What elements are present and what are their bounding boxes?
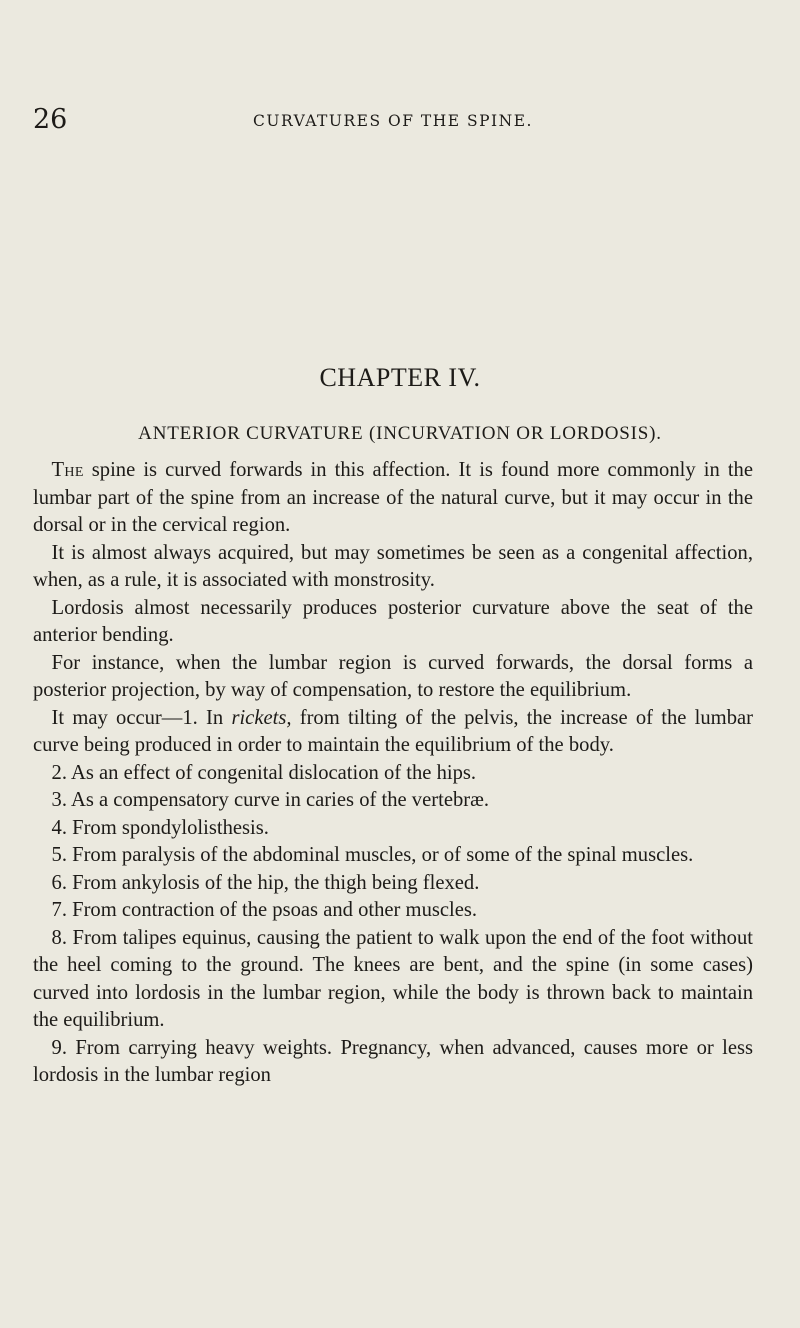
paragraph-2: It is almost always acquired, but may sometimes be seen as a congenital affection, when, as a rule, it is associated with monstrosity. [33,541,753,591]
chapter-heading: CHAPTER IV. [319,363,481,392]
paragraph-4: For instance, when the lumbar region is curved forwards, the dorsal forms a posterior projection, by way of compensation, to restore the equilibrium. [33,651,753,701]
paragraph-lead-word: The [51,459,84,481]
paragraph-5-italic: rickets, [231,706,292,729]
paragraph-5 [33,705,753,760]
list-item-7: 7. From contraction of the psoas and other muscles. [51,899,478,921]
paragraph-1-text: spine is curved forwards in this affection. It is found more commonly in the lumbar part of the spine from an increase of the natural curve, but it may occur in the dorsal or in the cervical region. [33,459,753,536]
paragraph-3: Lordosis almost necessarily produces posterior curvature above the seat of the anterior bending. [33,596,753,646]
list-item-4: 4. From spondylolisthesis. [51,816,269,839]
list-item-2: 2. As an effect of congenital dislocation of the hips. [51,761,477,784]
section-title-parenthetical: (INCURVATION OR LORDOSIS). [368,423,662,444]
list-item-3: 3. As a compensatory curve in caries of the vertebræ. [51,789,489,811]
list-item-9: 9. From carrying heavy weights. Pregnancy, when advanced, causes more or less lordosis in the lumbar region [33,1036,753,1086]
page-number: 26 [33,104,68,135]
paragraph-5-text-b: from tilting of the pelvis, the increase of the lumbar curve being produced in order to maintain the equilibrium of the body. [33,706,753,756]
running-head [33,103,753,143]
section-title [0,421,800,447]
list-item-8: 8. From talipes equinus, causing the patient to walk upon the end of the foot without the heel coming to the ground. The knees are bent, and the spine (in some cases) curved into lordosis in the lumbar region, while the body is thrown back to maintain the equilibrium. [33,926,753,1031]
running-title: CURVATURES OF THE SPINE. [253,112,533,130]
list-item-6: 6. From ankylosis of the hip, the thigh being flexed. [51,871,480,894]
paragraph-5-text-a: It may occur—1. In [51,706,232,729]
section-title-main: ANTERIOR CURVATURE [138,423,369,444]
list-item-5: 5. From paralysis of the abdominal muscles, or of some of the spinal muscles. [51,844,694,866]
body-text [33,457,753,1090]
paragraph-1 [33,457,753,540]
